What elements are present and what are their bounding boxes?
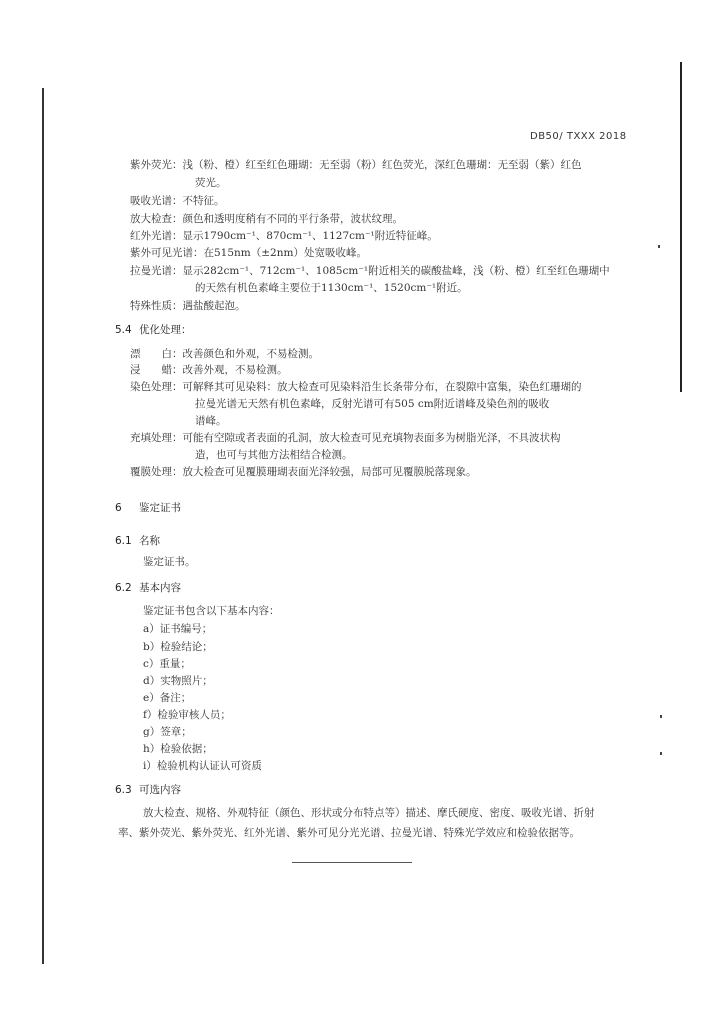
treatment-row <box>130 347 319 361</box>
treatment-continuation: 造，也可与其他方法相结合检测。 <box>195 449 353 461</box>
section-title: 鉴定证书 <box>139 502 181 514</box>
section-number: 5.4 <box>115 324 132 336</box>
section-number: 6.1 <box>115 535 132 547</box>
optional-text: 放大检查、规格、外观特征（颜色、形状或分布特点等）描述、摩氏硬度、密度、吸收光谱、折射 <box>143 807 595 819</box>
section-title: 可选内容 <box>139 784 181 796</box>
characteristic-label: 紫外荧光： <box>130 159 183 171</box>
characteristic-text: 显示282cm⁻¹、712cm⁻¹、1085cm⁻¹附近相关的碳酸盐峰，浅（粉、橙）红至红色珊瑚中 <box>182 265 610 277</box>
characteristic-text: 颜色和透明度稍有不同的平行条带，波状纹理。 <box>182 213 403 225</box>
characteristic-row <box>130 229 438 243</box>
characteristic-label: 红外光谱： <box>130 230 183 242</box>
treatment-continuation: 谱峰。 <box>195 415 227 427</box>
treatment-text: 改善外观，不易检测。 <box>182 364 288 376</box>
section-number: 6 <box>115 502 122 514</box>
characteristic-row <box>130 264 610 278</box>
treatment-label: 覆膜处理： <box>130 466 183 478</box>
treatment-text: 可能有空隙或者表面的孔洞，放大检查可见充填物表面多为树脂光泽，不具波状构 <box>182 432 561 444</box>
scan-speck <box>658 245 660 248</box>
section-title: 名称 <box>139 535 160 547</box>
characteristic-label: 拉曼光谱： <box>130 265 183 277</box>
basic-item: c）重量； <box>143 658 191 670</box>
characteristic-text: 遇盐酸起泡。 <box>182 300 246 312</box>
characteristic-label: 放大检查： <box>130 213 183 225</box>
section-title: 基本内容 <box>139 582 181 594</box>
scan-edge-right <box>680 62 682 392</box>
characteristic-label: 紫外可见光谱： <box>130 247 204 259</box>
treatment-label: 漂 白： <box>130 348 183 360</box>
basic-item: g）签章； <box>143 726 192 738</box>
basic-item: i）检验机构认证认可资质 <box>143 760 262 772</box>
scan-speck <box>660 752 662 755</box>
treatment-text: 改善颜色和外观，不易检测。 <box>182 348 319 360</box>
basic-intro: 鉴定证书包含以下基本内容： <box>143 605 280 617</box>
section-title: 优化处理： <box>139 324 192 336</box>
basic-item: d）实物照片； <box>143 675 213 687</box>
scan-speck <box>660 715 662 718</box>
name-text: 鉴定证书。 <box>143 556 196 568</box>
characteristic-text: 浅（粉、橙）红至红色珊瑚：无至弱（粉）红色荧光，深红色珊瑚：无至弱（紫）红色 <box>182 159 582 171</box>
treatment-row <box>130 465 477 479</box>
optional-text: 率、紫外荧光、紫外荧光、红外光谱、紫外可见分光光谱、拉曼光谱、特殊光学效应和检验依据等。 <box>118 827 580 839</box>
characteristic-text: 不特征。 <box>182 195 225 207</box>
section-heading-5-4 <box>115 322 192 337</box>
section-number: 6.3 <box>115 784 132 796</box>
characteristic-text: 在515nm（±2nm）处宽吸收峰。 <box>203 247 367 259</box>
characteristic-row <box>130 194 225 208</box>
basic-item: b）检验结论； <box>143 641 213 653</box>
characteristic-label: 吸收光谱： <box>130 195 183 207</box>
characteristic-row <box>130 246 367 260</box>
section-number: 6.2 <box>115 582 132 594</box>
treatment-text: 放大检查可见覆膜珊瑚表面光泽较强，局部可见覆膜脱落现象。 <box>182 466 477 478</box>
characteristic-label: 特殊性质： <box>130 300 183 312</box>
section-heading-6-3 <box>115 782 181 797</box>
footer-rule <box>292 862 412 863</box>
treatment-label: 染色处理： <box>130 381 183 393</box>
treatment-row <box>130 363 288 377</box>
characteristic-continuation: 的天然有机色素峰主要位于1130cm⁻¹、1520cm⁻¹附近。 <box>195 282 468 294</box>
scan-edge-left <box>42 88 44 964</box>
treatment-continuation: 拉曼光谱无天然有机色素峰，反射光谱可有505 cm附近谱峰及染色剂的吸收 <box>195 398 550 410</box>
characteristic-row <box>130 158 582 172</box>
treatment-label: 浸 蜡： <box>130 364 183 376</box>
basic-item: a）证书编号； <box>143 623 213 635</box>
basic-item: e）备注； <box>143 692 192 704</box>
characteristic-text: 显示1790cm⁻¹、870cm⁻¹、1127cm⁻¹附近特征峰。 <box>182 230 438 242</box>
characteristic-row <box>130 212 403 226</box>
characteristic-continuation: 荧光。 <box>195 177 227 189</box>
basic-item: f）检验审核人员； <box>143 709 231 721</box>
section-heading-6-2 <box>115 580 181 595</box>
basic-item: h）检验依据； <box>143 743 213 755</box>
section-heading-6 <box>115 500 181 515</box>
treatment-row <box>130 431 561 445</box>
treatment-label: 充填处理： <box>130 432 183 444</box>
treatment-row <box>130 380 582 394</box>
characteristic-row <box>130 299 246 313</box>
treatment-text: 可解释其可见染料：放大检查可见染料沿生长条带分布，在裂隙中富集，染色红珊瑚的 <box>182 381 582 393</box>
standard-code: DB50/ TXXX 2018 <box>530 131 627 142</box>
section-heading-6-1 <box>115 533 160 548</box>
